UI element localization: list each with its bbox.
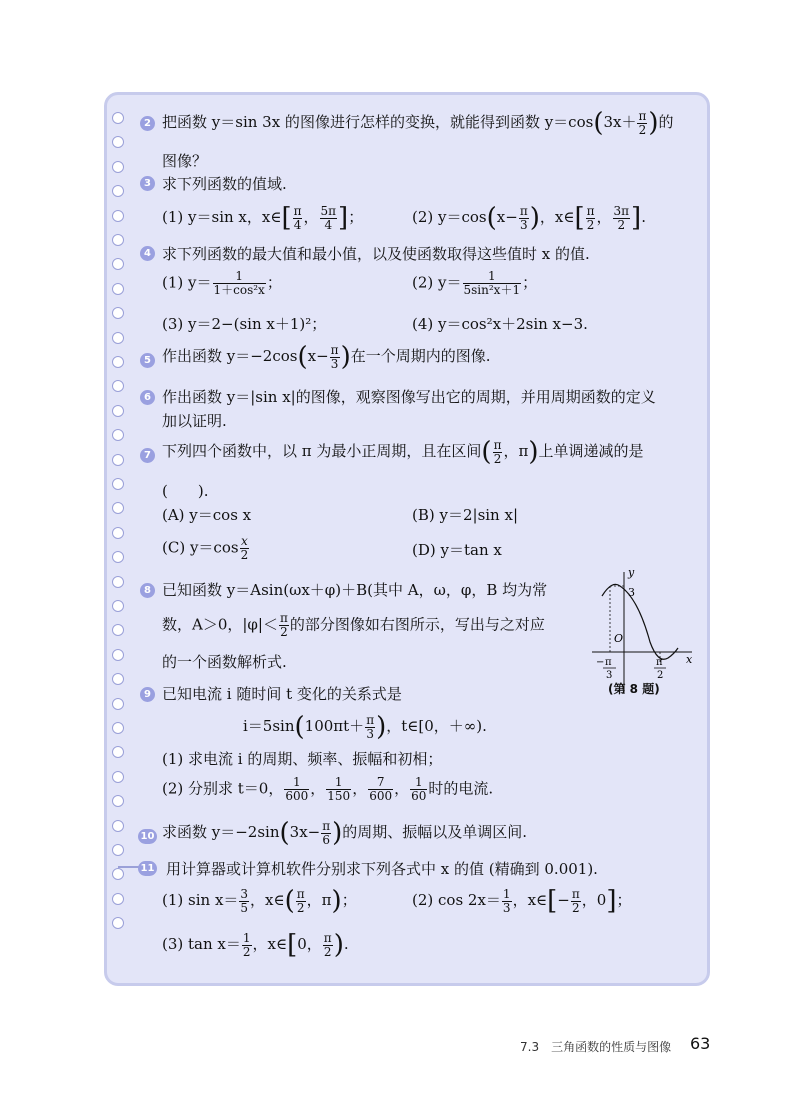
problem-7-option-c: (C) y＝cos $\frac{x}{2}$ <box>162 534 249 562</box>
binder-ring <box>112 844 124 856</box>
problem-11-badge: 11 <box>138 861 157 876</box>
binder-ring <box>112 698 124 710</box>
problem-9-equation: i＝5sin(100πt＋ $\frac{\pi}{3}$ )，t∈[0，＋∞). <box>243 712 487 742</box>
binder-ring <box>112 600 124 612</box>
x-axis-label: x <box>686 653 693 666</box>
problem-7-option-d: (D) y＝tan x <box>412 541 502 559</box>
binder-ring <box>112 576 124 588</box>
problem-4-part1: (1) y＝ $\frac{1}{\text{1＋cos²x}}$ ； <box>162 269 282 297</box>
problem-2-line2: 图像？ <box>162 152 208 170</box>
x-tick2-top: π <box>656 657 663 668</box>
binder-ring <box>112 771 124 783</box>
binder-ring <box>112 405 124 417</box>
problem-9-line1: 已知电流 i 随时间 t 变化的关系式是 <box>162 685 402 703</box>
x-tick1-top: π <box>605 657 612 668</box>
origin-label: O <box>614 632 624 645</box>
problem-11-title: 用计算器或计算机软件分别求下列各式中 x 的值 (精确到 0.001). <box>166 860 598 878</box>
problem-4-part2: (2) y＝ $\frac{1}{\text{5sin²x＋1}}$ ； <box>412 269 538 297</box>
problem-8-line1: 已知函数 y＝Asin(ωx＋φ)＋B(其中 A，ω，φ，B 均为常 <box>162 581 548 599</box>
problem-8-badge: 8 <box>140 583 155 598</box>
page-number: 63 <box>690 1034 711 1053</box>
problem-7-option-a: (A) y＝cos x <box>162 506 252 524</box>
binder-ring <box>112 820 124 832</box>
y-axis-label: y <box>628 566 635 579</box>
binder-ring <box>112 893 124 905</box>
problem-10-badge: 10 <box>138 829 157 844</box>
sine-curve <box>602 584 678 659</box>
problem-3-part2: (2) y＝cos(x− $\frac{\pi}{3}$ )，x∈[ $\frac{\pi}{2}$ ， $\frac{3\pi}{2}$ ]. <box>412 203 646 233</box>
problem-6-badge: 6 <box>140 390 155 405</box>
binder-ring <box>112 161 124 173</box>
problem-7-option-b: (B) y＝2|sin x| <box>412 506 519 524</box>
problem-9-part2: (2) 分别求 t＝0， $\frac{1}{600}$ ， $\frac{1}{150}$ ， $\frac{7}{600}$ ， $\frac{1}{60}$ 时的电流. <box>162 775 494 803</box>
problem-11-part1: (1) sin x＝ $\frac{3}{5}$ ，x∈( $\frac{\pi}{2}$ ，π)； <box>162 886 357 916</box>
problem-7-line1: 下列四个函数中，以 π 为最小正周期，且在区间( $\frac{\pi}{2}$ ，π)上单调递减的是 <box>162 437 644 467</box>
problem-3-part1: (1) y＝sin x，x∈[ $\frac{\pi}{4}$ ， $\frac{5\pi}{4}$ ]； <box>162 203 364 233</box>
problem-11-part2: (2) cos 2x＝ $\frac{1}{3}$ ，x∈[− $\frac{\pi}{2}$ ，0]； <box>412 886 632 916</box>
problem-5-text: 作出函数 y＝−2cos(x− $\frac{\pi}{3}$ )在一个周期内的图像. <box>162 342 491 372</box>
problem-11-part3: (3) tan x＝ $\frac{1}{2}$ ，x∈[0， $\frac{\pi}{2}$ ). <box>162 930 349 960</box>
binder-ring <box>112 649 124 661</box>
figure-caption: (第 8 题) <box>608 682 660 696</box>
problem-8-figure <box>588 566 698 696</box>
x-tick2-bottom: 2 <box>657 670 664 681</box>
binder-ring <box>112 478 124 490</box>
problem-6-line1: 作出函数 y＝|sin x|的图像，观察图像写出它的周期，并用周期函数的定义 <box>162 388 656 406</box>
x-tick1-sign: − <box>596 657 605 668</box>
problem-3-badge: 3 <box>140 176 155 191</box>
binder-ring <box>112 210 124 222</box>
problem-9-part1: (1) 求电流 i 的周期、频率、振幅和初相； <box>162 750 443 768</box>
problem-10-text: 求函数 y＝−2sin(3x− $\frac{\pi}{6}$ )的周期、振幅以及单调区间. <box>162 818 528 848</box>
problem-2-line1: 把函数 y＝sin 3x 的图像进行怎样的变换，就能得到函数 y＝cos(3x＋ $\frac{\pi}{2}$ )的 <box>162 108 674 138</box>
binder-ring <box>112 527 124 539</box>
problem-7-line2: ( ). <box>162 482 209 500</box>
binder-ring <box>112 722 124 734</box>
binder-ring <box>112 454 124 466</box>
binder-ring <box>112 112 124 124</box>
problem-6-line2: 加以证明. <box>162 412 227 430</box>
binder-ring <box>112 234 124 246</box>
y-tick-label: 3 <box>628 586 635 599</box>
section-footer: 7.3 三角函数的性质与图像 <box>520 1040 672 1054</box>
problem-4-title: 求下列函数的最大值和最小值，以及使函数取得这些值时 x 的值. <box>162 245 590 263</box>
problem-2-badge: 2 <box>140 116 155 131</box>
problem-8-line3: 的一个函数解析式. <box>162 653 287 671</box>
x-tick1-bottom: 3 <box>606 670 613 681</box>
problem-4-badge: 4 <box>140 246 155 261</box>
binder-ring <box>112 283 124 295</box>
binder-ring <box>112 332 124 344</box>
binder-ring <box>112 356 124 368</box>
problem-4-part4: (4) y＝cos²x＋2sin x−3. <box>412 315 588 333</box>
problem-8-line2: 数，A＞0，|φ|＜ $\frac{\pi}{2}$ 的部分图像如右图所示，写出与之对应 <box>162 611 545 639</box>
problem-3-title: 求下列函数的值域. <box>162 175 287 193</box>
problem-7-badge: 7 <box>140 448 155 463</box>
problem-5-badge: 5 <box>140 353 155 368</box>
problem-9-badge: 9 <box>140 687 155 702</box>
binder-tab <box>118 866 140 868</box>
problem-4-part3: (3) y＝2−(sin x＋1)²； <box>162 315 327 333</box>
